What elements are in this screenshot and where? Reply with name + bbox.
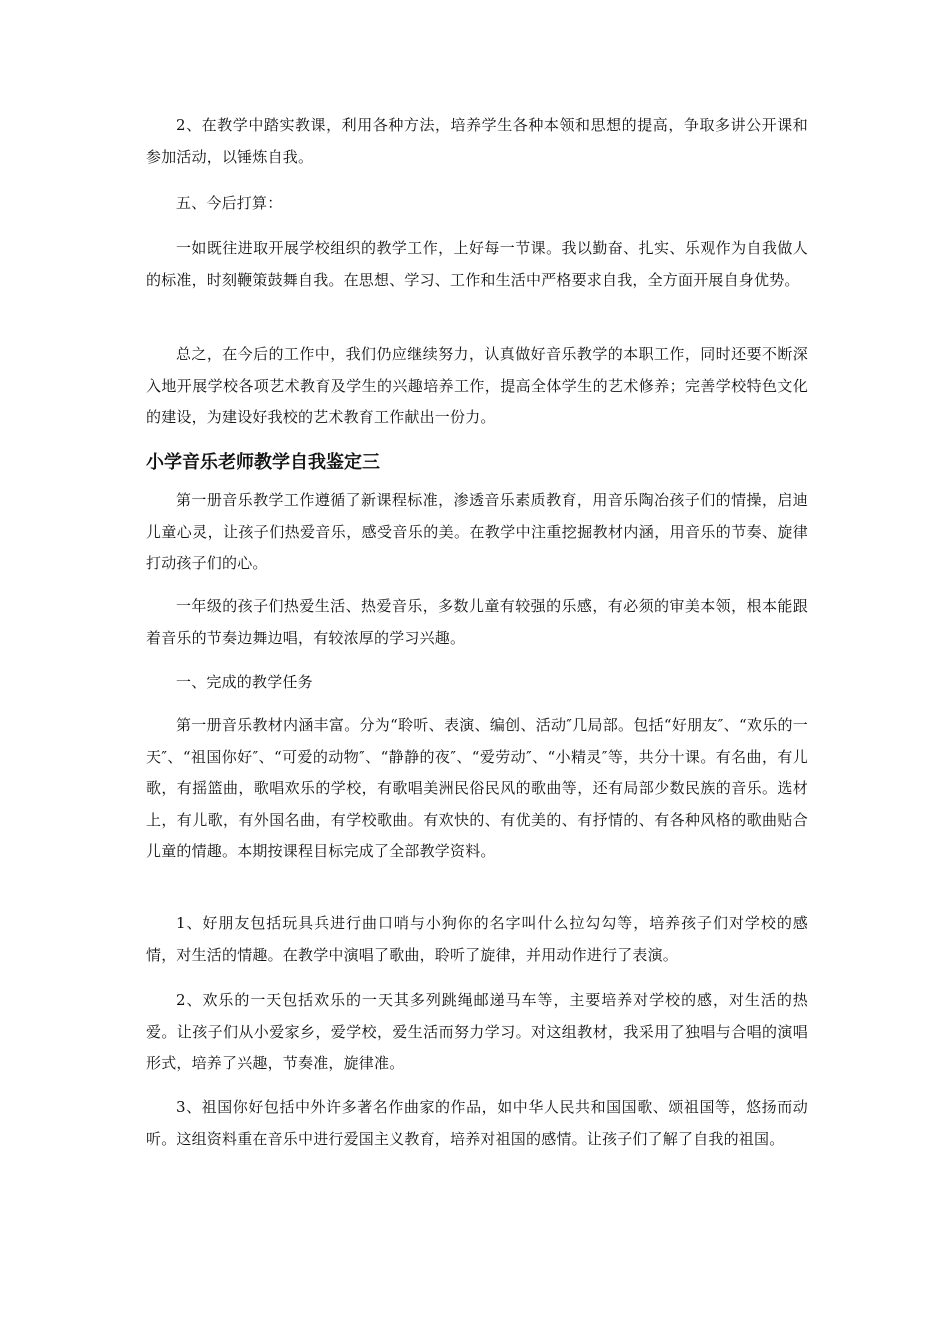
paragraph-item-3: 3、祖国你好包括中外许多著名作曲家的作品，如中华人民共和国国歌、颂祖国等，悠扬而动听。这组资料重在音乐中进行爱国主义教育，培养对祖国的感情。让孩子们了解了自我的祖国。: [146, 1098, 808, 1148]
paragraph-conclusion: 总之，在今后的工作中，我们仍应继续努力，认真做好音乐教学的本职工作，同时还要不断深入地开展学校各项艺术教育及学生的兴趣培养工作，提高全体学生的艺术修养；完善学校特色文化的建设，为建设好我校的艺术教育工作献出一份力。: [146, 345, 808, 426]
paragraph-item-1: 1、好朋友包括玩具兵进行曲口哨与小狗你的名字叫什么拉勾勾等，培养孩子们对学校的感情，对生活的情趣。在教学中演唱了歌曲，聆听了旋律，并用动作进行了表演。: [146, 914, 808, 964]
paragraph-teaching-practice: 2、在教学中踏实教课，利用各种方法，培养学生各种本领和思想的提高，争取多讲公开课和参加活动，以锤炼自我。: [146, 116, 808, 166]
paragraph-students: 一年级的孩子们热爱生活、热爱音乐，多数儿童有较强的乐感，有必须的审美本领，根本能跟着音乐的节奏边舞边唱，有较浓厚的学习兴趣。: [146, 597, 808, 647]
section-title: 小学音乐老师教学自我鉴定三: [146, 452, 380, 473]
paragraph-textbook: 第一册音乐教材内涵丰富。分为“聆听、表演、编创、活动″几局部。包括“好朋友″、“欢乐的一天″、“祖国你好″、“可爱的动物″、“静静的夜″、“爱劳动″、“小精灵″等，共分十课。有名曲，有儿歌，有摇篮曲，歌唱欢乐的学校，有歌唱美洲民俗民风的歌曲等，还有局部少数民族的音乐。选材上，有儿歌，有外国名曲，有学校歌曲。有欢快的、有优美的、有抒情的、有各种风格的歌曲贴合儿童的情趣。本期按课程目标完成了全部教学资料。: [146, 716, 808, 860]
paragraph-item-2: 2、欢乐的一天包括欢乐的一天其多列跳绳邮递马车等，主要培养对学校的感，对生活的热爱。让孩子们从小爱家乡，爱学校，爱生活而努力学习。对这组教材，我采用了独唱与合唱的演唱形式，培养了兴趣，节奏准，旋律准。: [146, 991, 808, 1072]
paragraph-intro: 第一册音乐教学工作遵循了新课程标准，渗透音乐素质教育，用音乐陶冶孩子们的情操，启迪儿童心灵，让孩子们热爱音乐，感受音乐的美。在教学中注重挖掘教材内涵，用音乐的节奏、旋律打动孩子们的心。: [146, 491, 808, 572]
paragraph-future-plans: 一如既往进取开展学校组织的教学工作，上好每一节课。我以勤奋、扎实、乐观作为自我做人的标准，时刻鞭策鼓舞自我。在思想、学习、工作和生活中严格要求自我，全方面开展自身优势。: [146, 239, 808, 289]
section-heading-tasks: 一、完成的教学任务: [176, 673, 313, 691]
section-heading-future-plans: 五、今后打算：: [176, 194, 283, 212]
